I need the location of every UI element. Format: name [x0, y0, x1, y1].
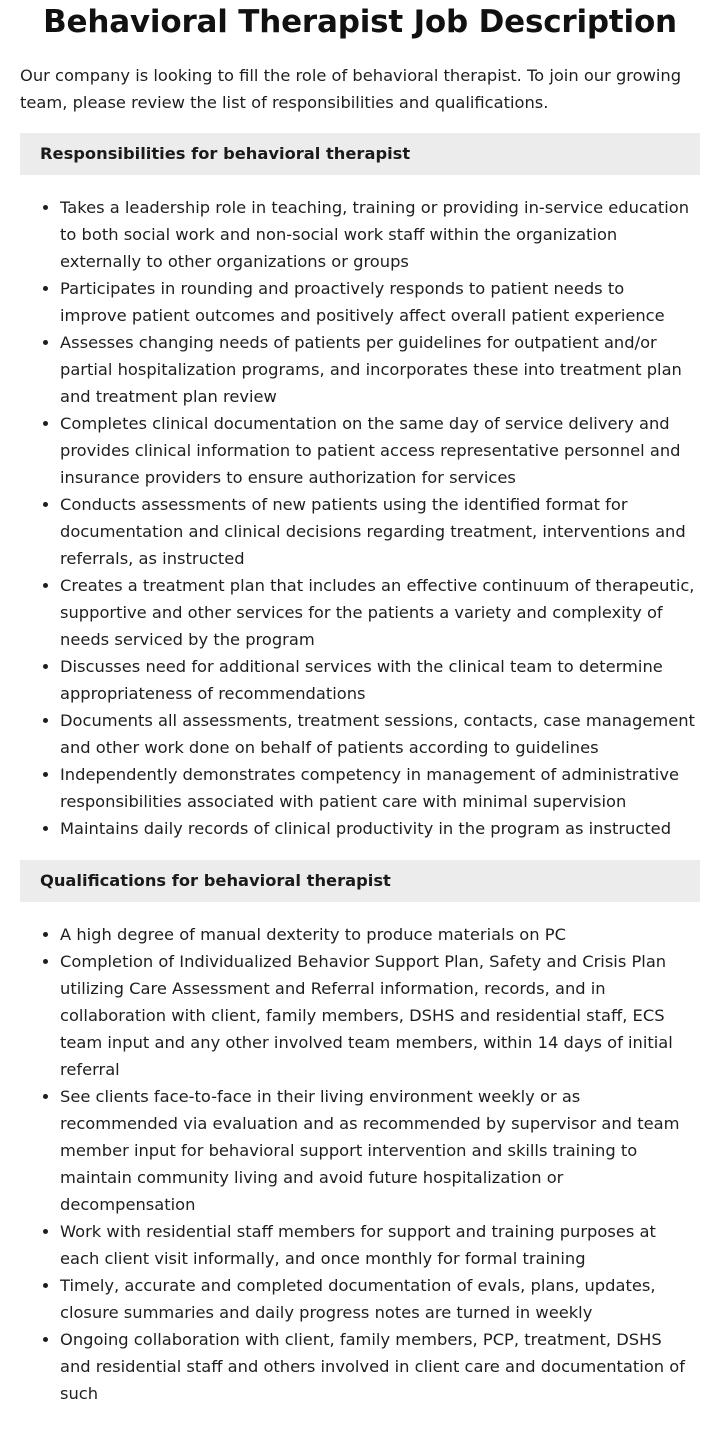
- list-item: • Ongoing collaboration with client, family members, PCP, treatment, DSHS and residential staff and others involved in client care and documentation of such: [60, 1326, 700, 1407]
- list-item: • Maintains daily records of clinical productivity in the program as instructed: [60, 815, 700, 842]
- list-item: • Conducts assessments of new patients using the identified format for documentation and clinical decisions regarding treatment, interventions and referrals, as instructed: [60, 491, 700, 572]
- list-item: • Completion of Individualized Behavior Support Plan, Safety and Crisis Plan utilizing Care Assessment and Referral information, records, and in collaboration with client, family members, DSHS and residential staff, ECS team input and any other involved team members, within 14 days of initial referral: [60, 948, 700, 1083]
- qualifications-list: [20, 921, 700, 1407]
- list-item: • Takes a leadership role in teaching, training or providing in-service education to both social work and non-social work staff within the organization externally to other organizations or groups: [60, 194, 700, 275]
- list-item: • Independently demonstrates competency in management of administrative responsibilities associated with patient care with minimal supervision: [60, 761, 700, 815]
- list-item: • Timely, accurate and completed documentation of evals, plans, updates, closure summaries and daily progress notes are turned in weekly: [60, 1272, 700, 1326]
- intro-paragraph: Our company is looking to fill the role of behavioral therapist. To join our growing team, please review the list of responsibilities and qualifications.: [20, 66, 682, 112]
- responsibilities-list: [20, 194, 700, 842]
- qualifications-heading: Qualifications for behavioral therapist: [20, 860, 700, 902]
- page-title: Behavioral Therapist Job Description: [43, 4, 677, 40]
- list-item: • Work with residential staff members for support and training purposes at each client visit informally, and once monthly for formal training: [60, 1218, 700, 1272]
- responsibilities-heading: Responsibilities for behavioral therapist: [20, 133, 700, 175]
- list-item: • A high degree of manual dexterity to produce materials on PC: [60, 921, 700, 948]
- list-item: • Assesses changing needs of patients per guidelines for outpatient and/or partial hospitalization programs, and incorporates these into treatment plan and treatment plan review: [60, 329, 700, 410]
- list-item: • Completes clinical documentation on the same day of service delivery and provides clinical information to patient access representative personnel and insurance providers to ensure authorization for services: [60, 410, 700, 491]
- list-item: • Participates in rounding and proactively responds to patient needs to improve patient outcomes and positively affect overall patient experience: [60, 275, 700, 329]
- list-item: • Creates a treatment plan that includes an effective continuum of therapeutic, supportive and other services for the patients a variety and complexity of needs serviced by the program: [60, 572, 700, 653]
- list-item: • See clients face-to-face in their living environment weekly or as recommended via evaluation and as recommended by supervisor and team member input for behavioral support intervention and skills training to maintain community living and avoid future hospitalization or decompensation: [60, 1083, 700, 1218]
- list-item: • Documents all assessments, treatment sessions, contacts, case management and other work done on behalf of patients according to guidelines: [60, 707, 700, 761]
- list-item: • Discusses need for additional services with the clinical team to determine appropriateness of recommendations: [60, 653, 700, 707]
